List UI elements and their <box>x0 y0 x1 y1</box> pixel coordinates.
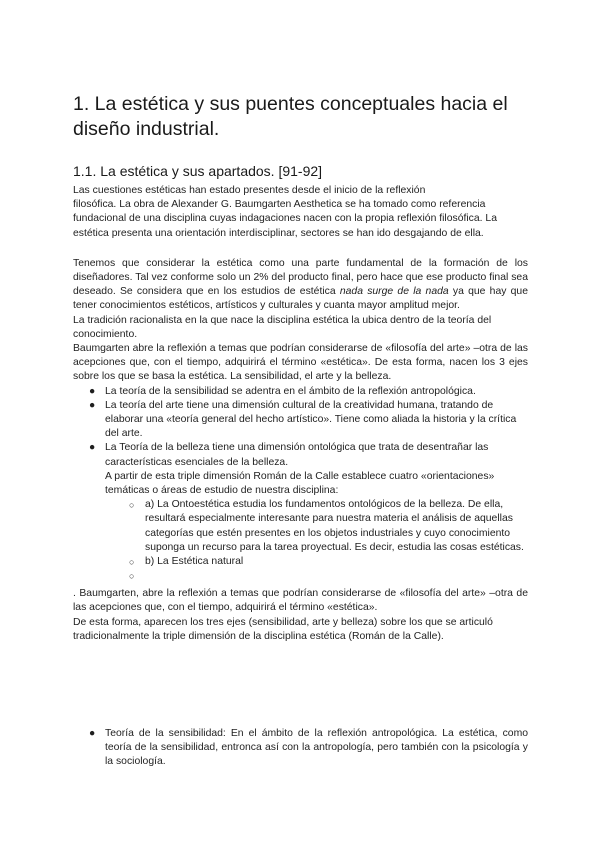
circle-bullet-icon: ○ <box>129 500 135 511</box>
circle-bullet-icon: ○ <box>129 571 135 582</box>
paragraph-4: Baumgarten abre la reflexión a temas que podrían considerarse de «filosofía del arte» –otra de las acepciones que, con el tiempo, adquirirá el término «estética». De esta forma, nacen los 3 ejes sobre los que se basa la estética. La sensibilidad, el arte y la belleza. <box>73 343 528 383</box>
paragraph-2-text-before: Tenemos que considerar la estética como una parte fundamental de la formación de los diseñadores. Tal vez conforme solo un 2% del producto final, pero hace que ese producto final sea deseado. Se considera que en los estudios de estética <box>73 257 528 298</box>
circle-bullet-icon: ○ <box>129 557 135 568</box>
list-item-text: La teoría del arte tiene una dimensión cultural de la creatividad humana, tratando de elaborar una «teoría general del hecho artístico». Tiene como aliada la historia y la crítica del arte. <box>105 399 517 440</box>
paragraph-6: De esta forma, aparecen los tres ejes (sensibilidad, arte y belleza) sobre los que se articuló tradicionalmente la triple dimensión de la disciplina estética (Román de la Calle). <box>73 616 493 642</box>
main-text <box>73 184 528 644</box>
sub-list-item-text: a) La Ontoestética estudia los fundamentos ontológicos de la belleza. De ella, resultará especialmente interesante para nuestra materia el análisis de aquellas categorías que estén presentes en los objetos industriales y cuyo conocimiento suponga un recurso para la tarea proyectual. Es decir, estudia las cosas estéticas. <box>145 499 524 553</box>
list-item-text: Teoría de la sensibilidad: En el ámbito de la reflexión antropológica. La estética, como teoría de la sensibilidad, entronca así con la antropología, pero también con la psicología y la sociología. <box>105 728 528 768</box>
final-bullet-list <box>73 727 528 770</box>
paragraph-2-italic: nada surge de la nada <box>339 286 449 298</box>
sub-list-item <box>73 555 528 569</box>
list-item-text: La teoría de la sensibilidad se adentra en el ámbito de la reflexión antropológica. <box>105 385 476 397</box>
sub-list-item <box>73 498 528 555</box>
sub-list <box>73 498 528 583</box>
paragraph-2-text-after: ya que hay que tener conocimientos estéticos, artísticos y culturales y cuanta mayor amplitud mejor. <box>73 286 528 312</box>
bullet-icon: ● <box>89 728 96 739</box>
sub-list-item <box>73 569 528 583</box>
list-item <box>73 441 528 469</box>
intro-line-1: Las cuestiones estéticas han estado presentes desde el inicio de la reflexión <box>73 185 426 196</box>
paragraph-2 <box>73 257 528 314</box>
page-title: 1. La estética y sus puentes conceptuales hacia el diseño industrial. <box>73 93 508 140</box>
section-subtitle: 1.1. La estética y sus apartados. [91-92] <box>73 163 323 179</box>
list-item-text: La Teoría de la belleza tiene una dimensión ontológica que trata de desentrañar las características esenciales de la belleza. <box>105 442 489 468</box>
bullet-icon: ● <box>89 399 96 411</box>
intro-line-2: filosófica. La obra de Alexander G. Baumgarten Aesthetica se ha tomado como referencia fundacional de una disciplina cuyas indagaciones nacen con la propia reflexión filosófica. La estética presenta una orientación interdisciplinar, sectores se han ido desgajando de ella. <box>73 199 497 239</box>
list-item <box>73 385 528 399</box>
bullet-icon: ● <box>89 385 96 397</box>
sub-list-item-text: b) La Estética natural <box>145 556 244 568</box>
paragraph-5: . Baumgarten, abre la reflexión a temas que podrían considerarse de «filosofía del arte» –otra de las acepciones que, con el tiempo, adquirirá el término «estética». <box>73 588 528 614</box>
list-item <box>73 399 528 442</box>
paragraph-3: La tradición racionalista en la que nace la disciplina estética la ubica dentro de la teoría del conocimiento. <box>73 314 492 340</box>
bullet-list <box>73 385 528 470</box>
bullet-continuation: A partir de esta triple dimensión Román de la Calle establece cuatro «orientaciones» temáticas o áreas de estudio de nuestra disciplina: <box>105 470 495 497</box>
list-item <box>73 727 528 770</box>
bullet-icon: ● <box>89 442 96 454</box>
final-section <box>73 727 528 770</box>
